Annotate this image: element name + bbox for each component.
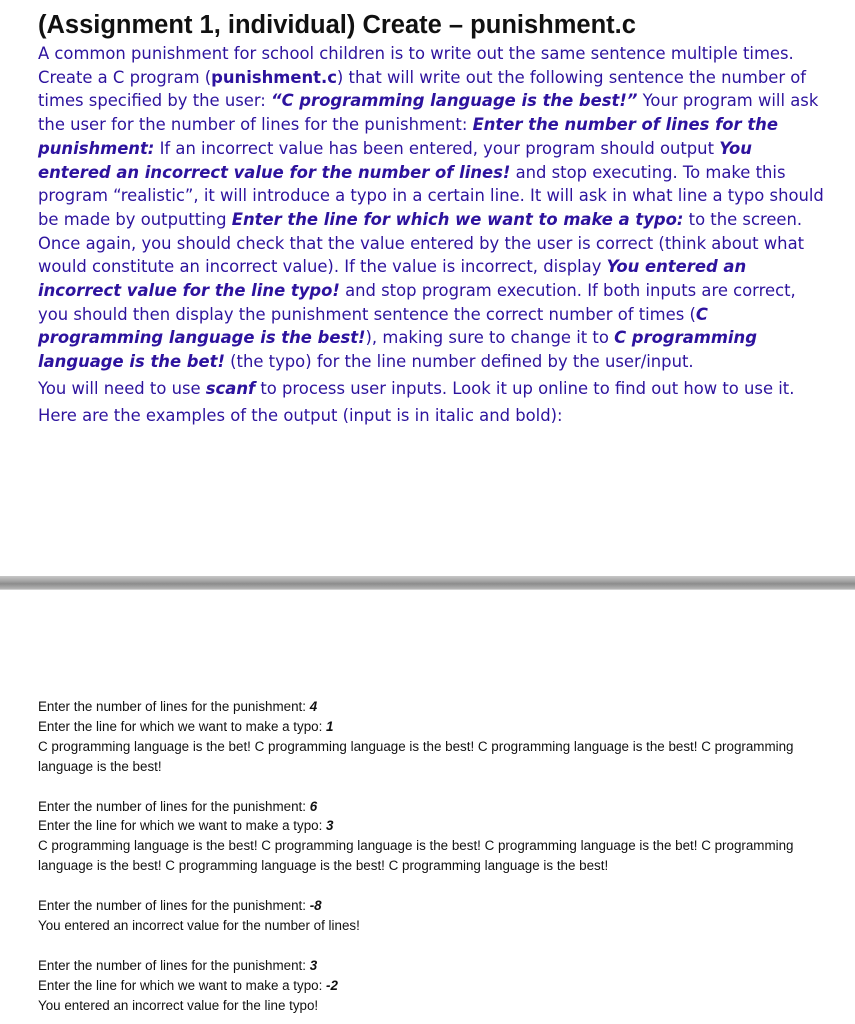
assignment-page: [38, 8, 838, 427]
emphasized-text: scanf: [205, 378, 256, 398]
prompt-text: Enter the number of lines for the punishment:: [38, 957, 310, 973]
console-example: [38, 697, 798, 777]
text-run: ), making sure to change it to: [365, 328, 615, 348]
scanf-note-paragraph: [38, 377, 828, 401]
emphasized-text: You entered an incorrect value for the line typo!: [38, 257, 747, 301]
prompt-text: Enter the line for which we want to make a typo:: [38, 718, 327, 734]
text-run: If an incorrect value has been entered, your program should output: [154, 138, 720, 158]
console-output-line: You entered an incorrect value for the number of lines!: [38, 917, 360, 933]
user-input-value: 3: [309, 957, 318, 973]
user-input-value: 1: [326, 718, 334, 734]
console-example: [38, 896, 798, 936]
console-example: [38, 956, 798, 1016]
page-title: (Assignment 1, individual) Create – punishment.c: [38, 11, 636, 39]
page-separator: [0, 576, 855, 589]
prompt-text: Enter the number of lines for the punishment:: [38, 798, 310, 814]
prompt-text: Enter the number of lines for the punishment:: [38, 898, 310, 914]
text-run: to the screen. Once again, you should check that the value entered by the user is correct (think about what would constitute an incorrect value). If the value is incorrect, display: [38, 209, 805, 277]
text-run: and stop executing. To make this program “realistic”, it will introduce a typo in a certain line. It will ask in what line a typo should be made by outputting: [38, 162, 824, 229]
examples-intro: Here are the examples of the output (input is in italic and bold):: [38, 405, 563, 425]
console-prompt-line: [38, 797, 798, 817]
emphasized-text: C programming language is the bet!: [38, 328, 757, 372]
console-output-line: You entered an incorrect value for the line typo!: [38, 997, 319, 1013]
text-run: ) that will write out the following sentence the number of times specified by the user:: [38, 67, 807, 111]
user-input-value: 4: [309, 699, 318, 714]
console-prompt-line: [38, 956, 798, 976]
prompt-text: Enter the line for which we want to make a typo:: [38, 818, 327, 834]
bold-text: punishment.c: [211, 67, 337, 87]
user-input-value: -8: [309, 898, 322, 914]
text-run: A common punishment for school children is to write out the same sentence multiple times. Create a C program (: [38, 44, 794, 87]
instructions-paragraph: [38, 42, 828, 374]
emphasized-text: C programming language is the best!: [38, 304, 708, 348]
emphasized-text: Enter the number of lines for the punishment:: [38, 115, 778, 158]
emphasized-text: You entered an incorrect value for the number of lines!: [38, 138, 752, 182]
console-output-line: C programming language is the bet! C programming language is the best! C programming language is the best! C programming language is the best!: [38, 738, 794, 774]
example-gap: [38, 936, 798, 956]
console-output-examples: [38, 697, 798, 1015]
user-input-value: 3: [326, 818, 334, 834]
console-example: [38, 797, 798, 877]
console-prompt-line: [38, 697, 798, 717]
console-prompt-line: [38, 717, 798, 737]
emphasized-text: “C programming language is the best!”: [271, 91, 638, 111]
prompt-text: Enter the number of lines for the punishment:: [38, 699, 310, 714]
text-run: Your program will ask the user for the number of lines for the punishment:: [38, 91, 819, 135]
example-gap: [38, 777, 798, 797]
text-run: and stop program execution. If both inputs are correct, you should then display the punishment sentence the correct number of times (: [38, 281, 796, 324]
console-prompt-line: [38, 896, 798, 916]
console-output-line: C programming language is the best! C programming language is the best! C programming language is the bet! C programming language is the best! C programming language is the best! C programming language is the best!: [38, 838, 794, 874]
console-prompt-line: [38, 976, 798, 996]
text-run: to process user inputs. Look it up online to ﬁnd out how to use it.: [255, 378, 795, 398]
text-run: (the typo) for the line number defined by the user/input.: [224, 352, 694, 372]
console-prompt-line: [38, 816, 798, 836]
prompt-text: Enter the line for which we want to make a typo:: [38, 977, 327, 993]
example-gap: [38, 876, 798, 896]
text-run: You will need to use: [38, 378, 206, 398]
page-separator-edge: [0, 589, 855, 590]
user-input-value: 6: [309, 798, 318, 814]
emphasized-text: Enter the line for which we want to make a typo:: [231, 209, 684, 229]
user-input-value: -2: [326, 977, 338, 993]
